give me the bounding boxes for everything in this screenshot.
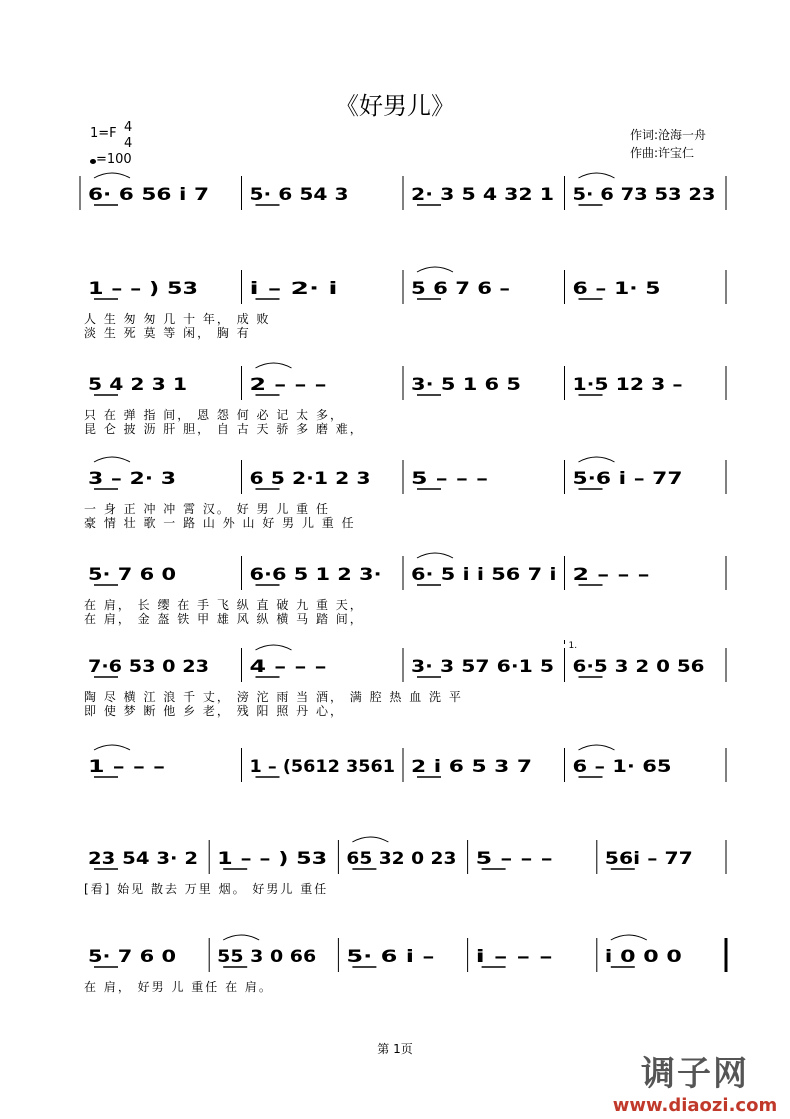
measure-notes: 6 – 1· 5 [572, 279, 661, 299]
measure-notes: 1 – – ) 53 [217, 849, 328, 869]
measure-notes: 7·6 53 0 23 [88, 657, 209, 677]
lyric-line: [看] 始见 散去 万里 烟。 好男儿 重任 [84, 882, 329, 896]
tempo-value: =100 [96, 152, 132, 167]
composer: 作曲:许宝仁 [630, 146, 695, 160]
time-signature-bottom: 4 [124, 136, 133, 151]
time-signature-top: 4 [124, 120, 133, 135]
measure-notes: 5· 6 i – [346, 947, 435, 967]
measure-notes: 5· 6 54 3 [249, 185, 349, 205]
notation-line [0, 262, 790, 310]
measure-notes: 5 6 7 6 – [411, 279, 510, 299]
slur [579, 457, 615, 462]
measure-notes: 3 – 2· 3 [88, 469, 176, 489]
measure-notes: 6·5 3 2 0 56 [572, 657, 705, 677]
lyric-line: 人 生 匆 匆 几 十 年， 成 败 [84, 312, 271, 326]
lyric-line: 昆 仑 披 沥 肝 胆， 自 古 天 骄 多 磨 难， [84, 422, 364, 436]
page-number: 第 1页 [377, 1042, 413, 1056]
lyric-line: 一 身 正 冲 冲 霄 汉。 好 男 儿 重 任 [84, 502, 330, 516]
measure-notes: 6· 6 56 i 7 [88, 185, 209, 205]
measure-notes: 6 5 2·1 2 3 [249, 469, 371, 489]
measure-notes: 2 – – – [249, 375, 327, 395]
measure-notes: 1·5 12 3 – [572, 375, 683, 395]
key-signature: 1=F [90, 126, 117, 141]
measure-notes: 2· 3 5 4 32 1 [411, 185, 554, 205]
tempo-marking [90, 152, 132, 167]
notation-line [0, 452, 790, 500]
notation-line [0, 640, 790, 688]
slur [94, 745, 130, 750]
slur [352, 837, 388, 842]
measure-notes: 65 32 0 23 [346, 849, 457, 869]
time-signature [124, 120, 132, 152]
slur [94, 457, 130, 462]
measure-notes: 3· 5 1 6 5 [411, 375, 521, 395]
measure-notes: 1 – (5612 3561 [249, 757, 395, 777]
notation-line [0, 740, 790, 788]
lyric-line: 在 肩， 金 盔 铁 甲 雄 风 纵 横 马 踏 间， [84, 612, 364, 626]
slur [256, 645, 292, 650]
measure-notes: 23 54 3· 2 [88, 849, 198, 869]
measure-notes: 6 – 1· 65 [572, 757, 672, 777]
slur [94, 173, 130, 178]
measure-notes: 5· 6 73 53 23 [572, 185, 716, 205]
lyric-line: 即 使 梦 断 他 乡 老， 残 阳 照 丹 心， [84, 704, 344, 718]
measure-notes: 5 4 2 3 1 [88, 375, 187, 395]
measure-notes: i 0 0 0 [604, 947, 683, 967]
measure-notes: 56i – 77 [604, 849, 693, 869]
lyric-line: 陶 尽 横 江 浪 千 丈， 滂 沱 雨 当 酒， 满 腔 热 血 洗 平 [84, 690, 463, 704]
watermark-site-name: 调子网 [641, 1054, 749, 1094]
measure-notes: 3· 3 57 6·1 5 [411, 657, 554, 677]
measure-notes: 5·6 i – 77 [572, 469, 683, 489]
slur [417, 267, 453, 272]
volta-bracket [565, 640, 727, 644]
measure-notes: i – 2· i [249, 279, 338, 299]
slur [256, 363, 292, 368]
measure-notes: 6· 5 i i 56 7 i [411, 565, 557, 585]
lyric-line: 在 肩， 长 缨 在 手 飞 纵 直 破 九 重 天， [84, 598, 364, 612]
measure-notes: 5 – – – [411, 469, 488, 489]
lyric-line: 淡 生 死 莫 等 闲， 胸 有 [84, 326, 251, 340]
credits [630, 126, 706, 162]
measure-notes: 4 – – – [249, 657, 327, 677]
measure-notes: i – – – [475, 947, 553, 967]
lyric-line: 豪 情 壮 歌 一 路 山 外 山 好 男 儿 重 任 [84, 516, 356, 530]
measure-notes: 6·6 5 1 2 3· [249, 565, 382, 585]
slur [223, 935, 259, 940]
measure-notes: 5· 7 6 0 [88, 947, 177, 967]
slur [611, 935, 647, 940]
volta-label: 1. [568, 641, 578, 651]
page-title: 《好男儿》 [335, 92, 455, 120]
slur [579, 745, 615, 750]
notation-line [0, 832, 790, 880]
measure-notes: 1 – – ) 53 [88, 279, 198, 299]
measure-notes: 5 – – – [475, 849, 553, 869]
slur [417, 553, 453, 558]
lyric-line: 在 肩， 好男 儿 重任 在 肩。 [84, 980, 273, 994]
notation-line [0, 548, 790, 596]
slur [579, 173, 615, 178]
watermark-url: www.diaozi.com [612, 1095, 778, 1116]
measure-notes: 1 – – – [88, 757, 165, 777]
lyric-line: 只 在 弹 指 间， 恩 怨 何 必 记 太 多， [84, 408, 344, 422]
measure-notes: 2 – – – [572, 565, 650, 585]
lyricist: 作词:沧海一舟 [630, 128, 707, 142]
measure-notes: 2 i 6 5 3 7 [411, 757, 532, 777]
notation-line [0, 358, 790, 406]
measure-notes: 55 3 0 66 [217, 947, 317, 967]
watermark-logo [610, 1046, 780, 1116]
notation-line [0, 930, 790, 978]
notation-line [0, 168, 790, 216]
measure-notes: 5· 7 6 0 [88, 565, 177, 585]
